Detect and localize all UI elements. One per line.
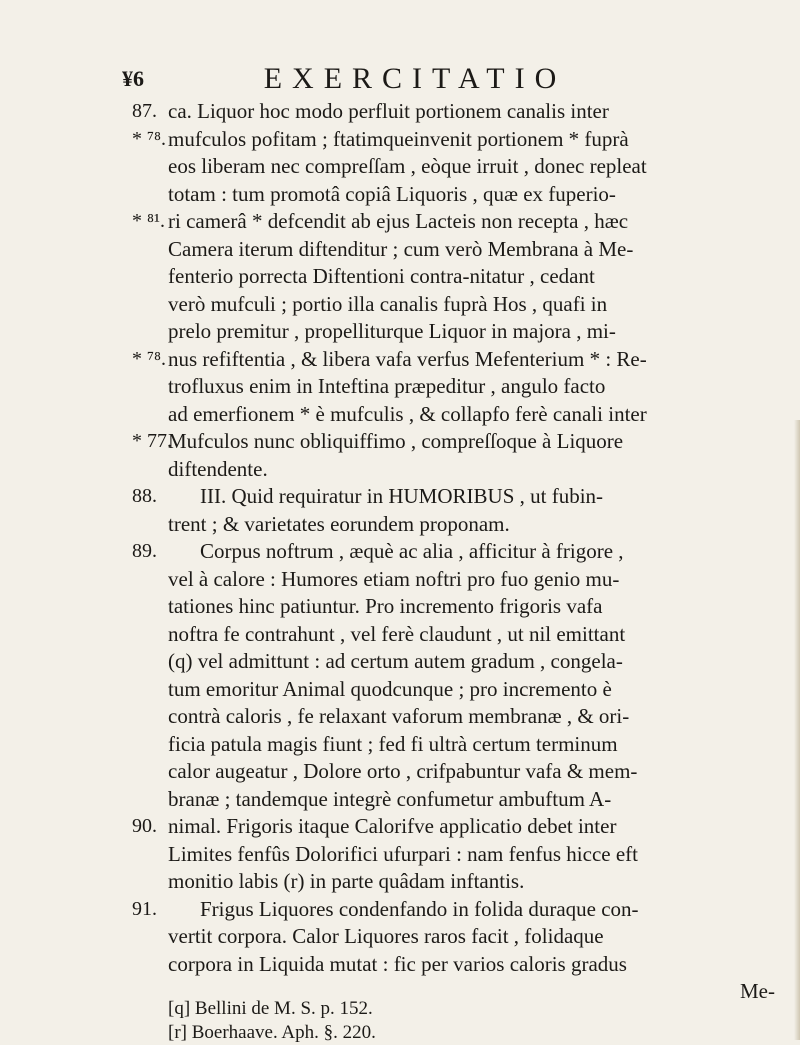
margin-number: 91. xyxy=(132,897,157,920)
page-header xyxy=(0,62,800,102)
margin-number: * ⁷⁸. xyxy=(132,347,166,370)
margin-number: 89. xyxy=(132,540,157,562)
page-number: ¥6 xyxy=(122,66,144,91)
page-edge-shadow xyxy=(794,420,800,1040)
margin-number: * ⁷⁸. xyxy=(132,127,166,150)
margin-number: * 77. xyxy=(132,430,172,452)
margin-number: 90. xyxy=(132,815,157,837)
book-page: ¥6 EXERCITATIO 87. ca. Liquor hoc modo perfluit portionem canalis inter * ⁷⁸. mufculos pofitam ; ftatimqueinvenit portionem * fuprà eos liberam nec compreſſam , eòque irruit , donec repleat totam : tum promotâ copiâ Liquoris , quæ ex fuperio- * ⁸¹. ri camerâ * defcendit ab ejus Lacteis non recepta , hæc Camera iterum diftenditur ; cum verò Membrana à Me- fenterio porrecta Diftentioni contra-nitatur , cedant verò mufculi ; portio illa canalis fuprà Hos , quafi in prelo premitur , propelliturque Liquor in majora , mi- * ⁷⁸. nus refiftentia , & libera vafa verfus Mefenterium * : Re- trofluxus enim in Inteftina præpeditur , angulo facto ad emerfionem * è mufculis , & collapfo ferè canali inter * 77. Mufculos nunc obliquiffimo , compreſſoque à Liquore diftendente. 88. III. Quid requiratur in HUMORIBUS , ut fubin- trent ; & varietates eorundem proponam. 89. Corpus noftrum , æquè ac alia , afficitur à frigore , vel à calore : Humores etiam noftri pro fuo genio mu- tationes hinc patiuntur. Pro incremento frigoris vafa noftra fe contrahunt , vel ferè claudunt , ut nil emittant (q) vel admittunt : ad certum autem gradum , congela- tum emoritur Animal quodcunque ; pro incremento è contrà caloris , fe relaxant vaforum membranæ , & ori- ficia patula magis fiunt ; fed fi ultrà certum terminum calor augeatur , Dolore orto , crifpabuntur vafa & mem- branæ ; tandemque integrè confumetur ambuftum A- 90. nimal. Frigoris itaque Calorifve applicatio debet inter Limites fenfûs Dolorifici ufurpari : nam fenfus hicce eft monitio labis (r) in parte quâdam inftantis. 91. Frigus Liquores condenfando in folida duraque con- vertit corpora. Calor Liquores raros facit , folidaque corpora in Liquida mutat : fic per varios caloris gradus Me- [q] Bellini de M. S. p. 152. [r] Boerhaave. Aph. §. 220. xyxy=(0,0,800,1039)
footnote-q: [q] Bellini de M. S. p. 152. xyxy=(168,998,373,1019)
footnotes xyxy=(168,997,376,1045)
margin-number: 88. xyxy=(132,485,157,507)
margin-number: * ⁸¹. xyxy=(132,210,165,232)
footnote-r: [r] Boerhaave. Aph. §. 220. xyxy=(168,1022,376,1043)
running-title: EXERCITATIO xyxy=(263,62,567,95)
margin-number: 87. xyxy=(132,100,157,122)
